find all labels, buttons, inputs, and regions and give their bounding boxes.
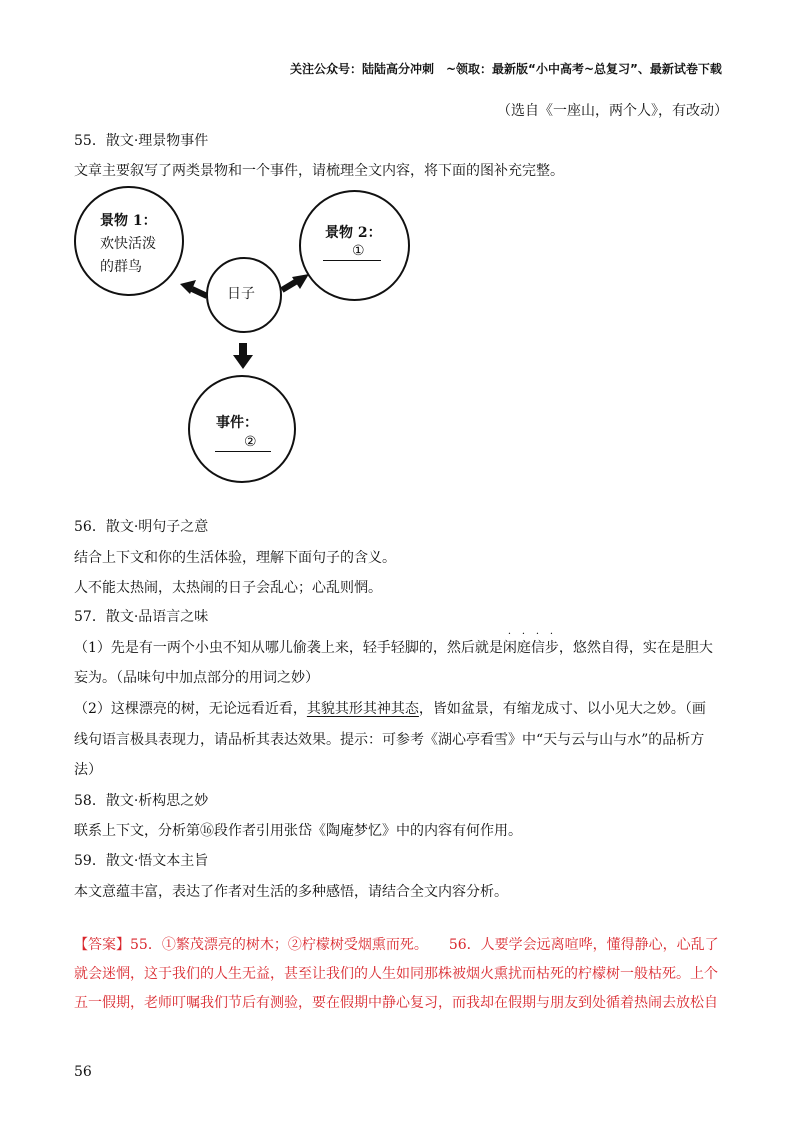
dotted-char: · 信 — [530, 629, 545, 656]
q55-prompt: 文章主要叙写了两类景物和一个事件，请梳理全文内容，将下面的图补充完整。 — [74, 163, 564, 179]
q57-p1-line1 — [74, 629, 713, 657]
q58-title: 58．散文·析构思之妙 — [74, 793, 209, 809]
scene1-text-line2: 的群鸟 — [100, 259, 142, 275]
q57-p1-before: （1）先是有一两个小虫不知从哪儿偷袭上来，轻手轻脚的，然后就是 — [74, 640, 503, 656]
answer-tag: 【答案】 — [74, 937, 130, 953]
q55-title: 55．散文·理景物事件 — [74, 133, 209, 149]
arrow-left-icon — [180, 280, 207, 296]
q57-p2-line3: 法） — [74, 762, 102, 778]
arrow-right-icon — [282, 274, 309, 290]
page-number: 56 — [74, 1064, 92, 1080]
event-label: 事件： — [216, 415, 258, 431]
q57-p2-before: （2）这棵漂亮的树，无论远看近看， — [74, 701, 307, 717]
event-blank-marker: ② — [244, 434, 257, 450]
scene1-label: 景物 1： — [100, 213, 157, 229]
dotted-char: · 步 — [544, 629, 559, 656]
scene1-text-line1: 欢快活泼 — [100, 236, 156, 252]
q57-p2-underlined: 其貌其形其神其态 — [306, 701, 419, 717]
answer-line1-rest: 55．①繁茂漂亮的树木；②柠檬树受烟熏而死。 56．人要学会远离喧哗，懂得静心，心乱了 — [130, 937, 719, 953]
q57-p2-after: ，皆如盆景，有缩龙成寸、以小见大之妙。（画 — [418, 701, 706, 717]
q57-p1-after: ，悠然自得，实在是胆大 — [558, 640, 713, 656]
q56-sentence: 人不能太热闹，太热闹的日子会乱心；心乱则惘。 — [74, 580, 382, 596]
q57-p2-line2: 线句语言极具表现力，请品析其表达效果。提示：可参考《湖心亭看雪》中“天与云与山与水”的品析方 — [74, 732, 705, 748]
q59-prompt: 本文意蕴丰富，表达了作者对生活的多种感悟，请结合全文内容分析。 — [74, 884, 508, 900]
scene2-blank-marker: ① — [352, 243, 365, 259]
answer-line2: 就会迷惘，这于我们的人生无益，甚至让我们的人生如同那株被烟火熏扰而枯死的柠檬树一般枯死。上个 — [74, 966, 718, 982]
q57-p2-line1 — [74, 698, 706, 718]
answer-line1 — [74, 931, 734, 960]
scene2-label: 景物 2： — [325, 225, 382, 241]
answer-line3: 五一假期，老师叮嘱我们节后有测验，要在假期中静心复习，而我却在假期与朋友到处循着热闹去放松自 — [74, 995, 718, 1011]
arrow-down-icon — [233, 343, 253, 369]
source-note: （选自《一座山，两个人》，有改动） — [497, 103, 728, 119]
scene2-blank-line — [323, 260, 381, 261]
q58-prompt: 联系上下文，分析第⑯段作者引用张岱《陶庵梦忆》中的内容有何作用。 — [74, 823, 522, 839]
q56-title: 56．散文·明句子之意 — [74, 519, 209, 535]
dotted-char: · 闲 — [502, 629, 517, 656]
answer-block — [74, 931, 734, 1018]
center-label: 日子 — [227, 286, 255, 302]
event-blank-line — [215, 451, 271, 452]
q59-title: 59．散文·悟文本主旨 — [74, 853, 209, 869]
page-header: 关注公众号：陆陆高分冲刺 ~领取：最新版“小中高考~总复习”、最新试卷下载 — [290, 62, 722, 76]
q57-p1-line2: 妄为。（品味句中加点部分的用词之妙） — [74, 670, 319, 686]
dotted-char: · 庭 — [516, 629, 531, 656]
q56-prompt: 结合上下文和你的生活体验，理解下面句子的含义。 — [74, 550, 396, 566]
q57-title: 57．散文·品语言之味 — [74, 609, 209, 625]
